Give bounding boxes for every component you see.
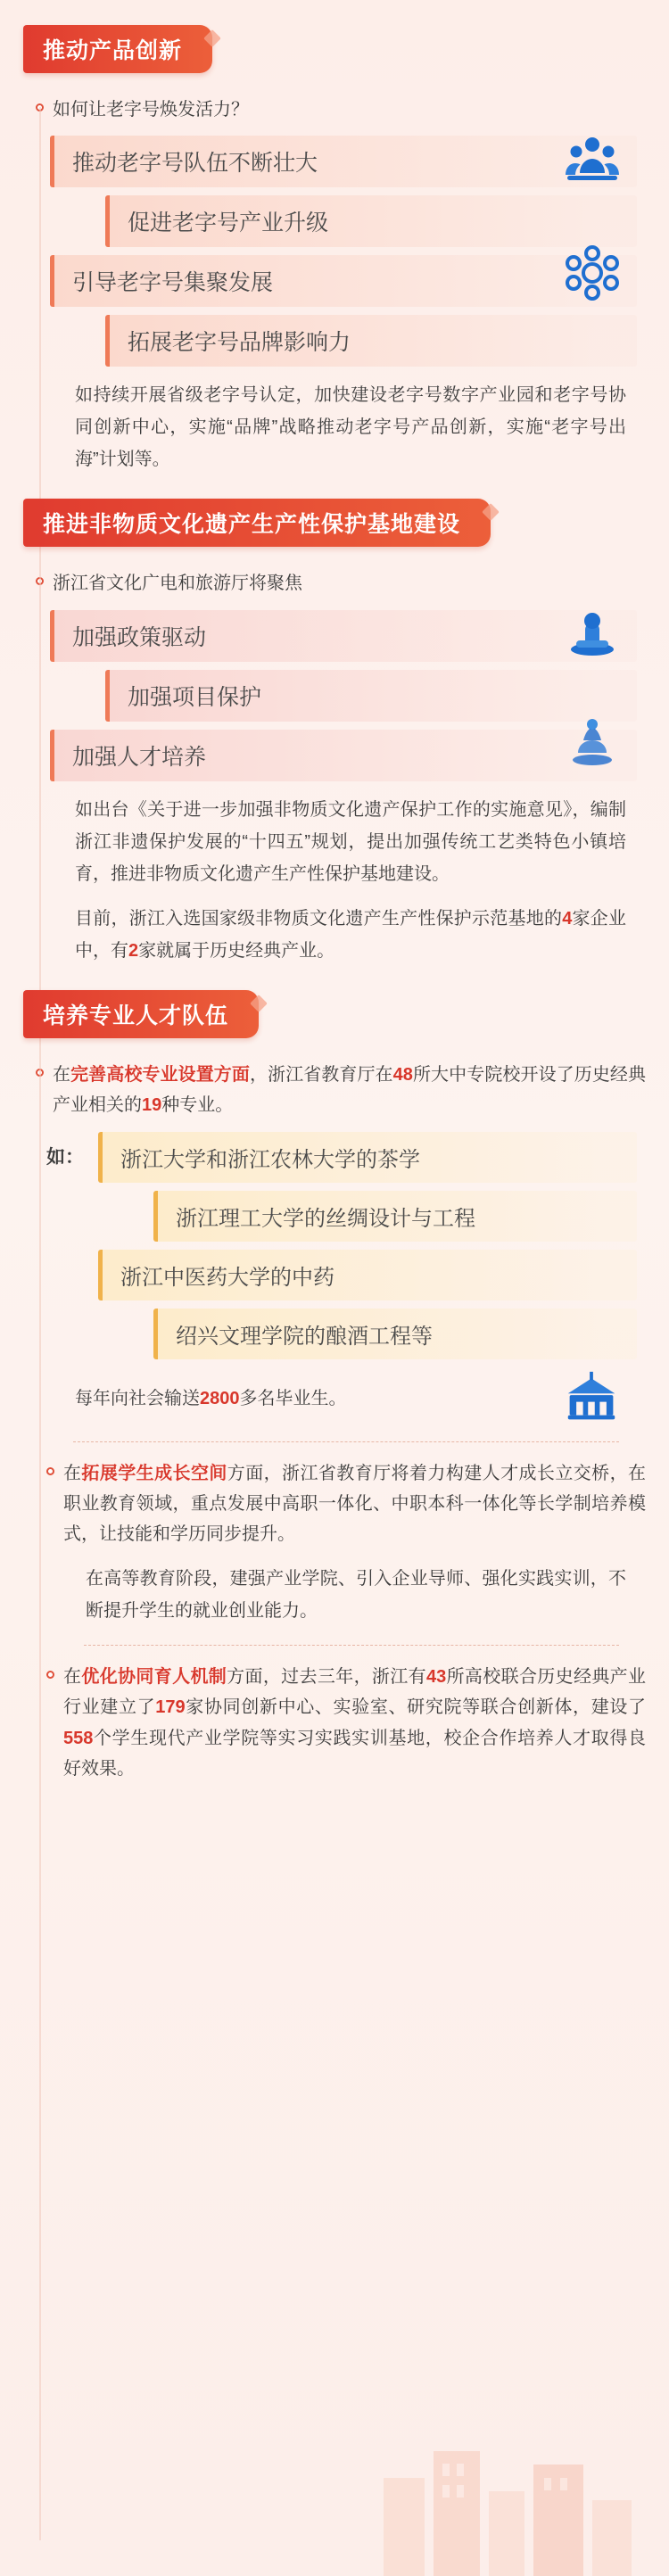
section-title-product-innovation: 推动产品创新 bbox=[23, 25, 212, 73]
bullet-dot-icon bbox=[46, 1671, 54, 1679]
section-intangible-heritage bbox=[23, 499, 646, 966]
school-building-icon bbox=[560, 1370, 623, 1424]
sub-item-1 bbox=[46, 1458, 646, 1550]
molecule-icon bbox=[564, 244, 621, 301]
divider bbox=[84, 1645, 619, 1646]
people-group-icon bbox=[564, 132, 621, 189]
section-talent-team bbox=[23, 990, 646, 1785]
pill-item-1: 推动老字号队伍不断壮大 bbox=[50, 136, 637, 187]
pill-item-3: 引导老字号集聚发展 bbox=[50, 255, 637, 307]
divider bbox=[73, 1441, 619, 1442]
paragraph-product-innovation: 如持续开展省级老字号认定，加快建设老字号数字产业园和老字号协同创新中心，实施“品牌”战略推动老字号产品创新，实施“老字号出海”计划等。 bbox=[75, 385, 626, 470]
pill-item-2: 促进老字号产业升级 bbox=[105, 195, 637, 247]
pill-group-product bbox=[50, 136, 637, 367]
pill-heritage-2: 加强项目保护 bbox=[105, 670, 637, 722]
pill-edu-1: 浙江大学和浙江农林大学的茶学 bbox=[98, 1132, 637, 1183]
bullet-dot-icon bbox=[46, 1467, 54, 1475]
graduates-row bbox=[75, 1370, 623, 1424]
pill-heritage-3: 加强人才培养 bbox=[50, 730, 637, 781]
stamp-icon bbox=[564, 605, 621, 662]
bullet-heritage-row bbox=[36, 568, 646, 599]
pill-group-education bbox=[46, 1132, 637, 1359]
pill-item-4: 拓展老字号品牌影响力 bbox=[105, 315, 637, 367]
sub-item-3-text: 在优化协同育人机制方面，过去三年，浙江有43所高校联合历史经典产业行业建立了179家协同创新中心、实验室、研究院等联合创新体，建设了558个学生现代产业学院等实习实践实训基地，校企合作培养人才取得良好效果。 bbox=[63, 1666, 647, 1779]
sub-item-3 bbox=[46, 1662, 646, 1785]
footer-space bbox=[23, 1807, 646, 1861]
pill-edu-3: 浙江中医药大学的中药 bbox=[98, 1250, 637, 1300]
bullet-question-row bbox=[36, 95, 646, 125]
bullet-majors-row bbox=[36, 1060, 646, 1121]
section-title-intangible-heritage: 推进非物质文化遗产生产性保护基地建设 bbox=[23, 499, 491, 547]
ru-label: 如： bbox=[46, 1146, 84, 1168]
paragraph-heritage-1: 如出台《关于进一步加强非物质文化遗产保护工作的实施意见》，编制浙江非遗保护发展的“十四五”规划，提出加强传统工艺类特色小镇培育，推进非物质文化遗产生产性保护基地建设。 bbox=[75, 799, 626, 884]
pill-group-heritage bbox=[50, 610, 637, 781]
pill-edu-2: 浙江理工大学的丝绸设计与工程 bbox=[153, 1191, 637, 1242]
section-product-innovation bbox=[23, 25, 646, 475]
bullet-question-text: 如何让老字号焕发活力？ bbox=[53, 100, 249, 120]
bullet-majors-text: 在完善高校专业设置方面，浙江省教育厅在48所大中专院校开设了历史经典产业相关的19种专业。 bbox=[53, 1064, 647, 1116]
pill-edu-4: 绍兴文理学院的酿酒工程等 bbox=[153, 1309, 637, 1359]
decorative-spine bbox=[39, 107, 41, 2540]
paragraph-heritage-2: 目前，浙江入选国家级非物质文化遗产生产性保护示范基地的4家企业中，有2家就属于历史经典产业。 bbox=[75, 908, 627, 961]
bullet-heritage-text: 浙江省文化广电和旅游厅将聚焦 bbox=[53, 574, 302, 594]
sub-items-group bbox=[34, 1458, 646, 1785]
sub-item-2-text: 在高等教育阶段，建强产业学院、引入企业导师、强化实践实训，不断提升学生的就业创业能力。 bbox=[86, 1568, 626, 1621]
pill-heritage-1: 加强政策驱动 bbox=[50, 610, 637, 662]
sub-item-1-text: 在拓展学生成长空间方面，浙江省教育厅将着力构建人才成长立交桥，在职业教育领域，重点发展中高职一体化、中职本科一体化等长学制培养模式，让技能和学历同步提升。 bbox=[63, 1463, 647, 1545]
skyline-decoration bbox=[0, 2415, 669, 2576]
section-title-talent-team: 培养专业人才队伍 bbox=[23, 990, 259, 1038]
graduates-text: 每年向社会输送2800多名毕业生。 bbox=[75, 1389, 347, 1409]
